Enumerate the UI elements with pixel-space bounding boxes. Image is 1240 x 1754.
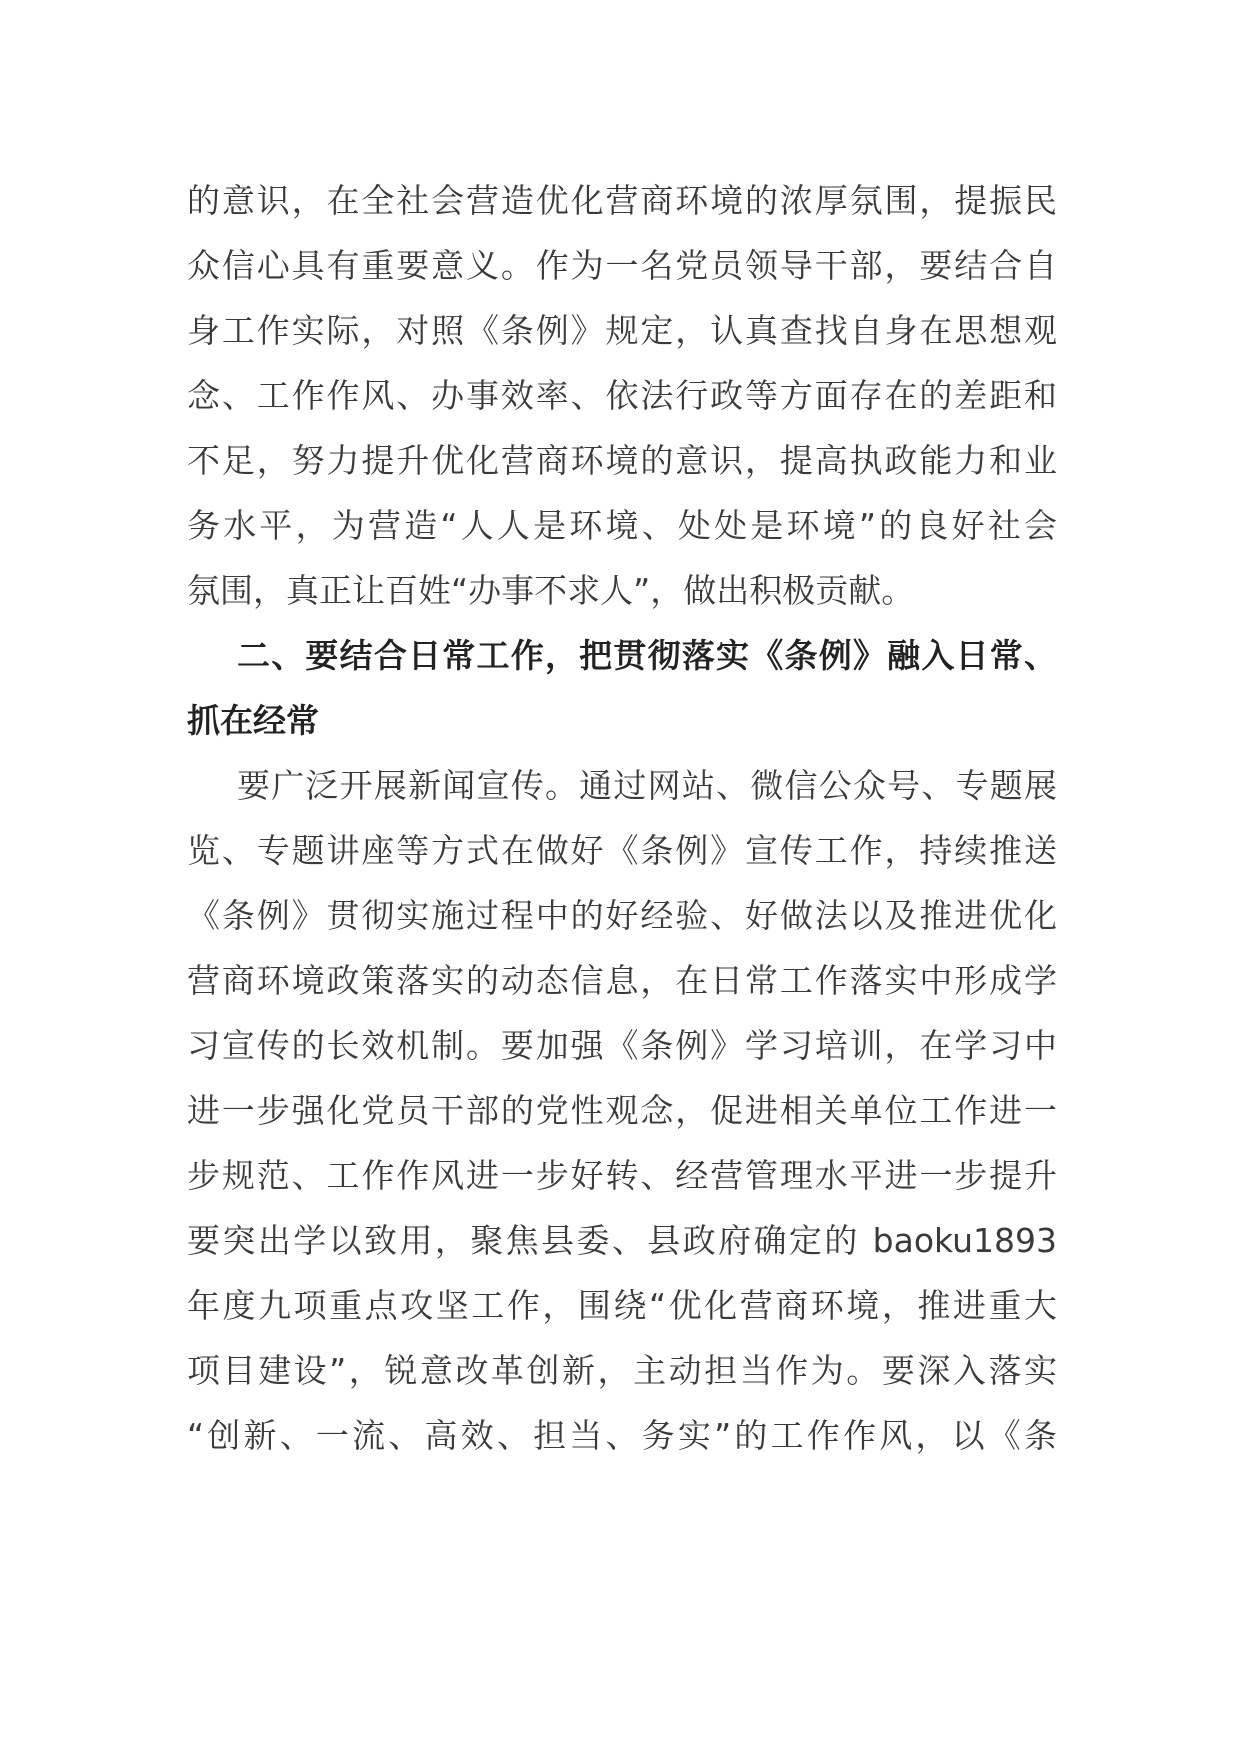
- text-line: 不足，努力提升优化营商环境的意识，提高执政能力和业: [187, 441, 1057, 480]
- text-line: 进一步强化党员干部的党性观念，促进相关单位工作进一: [187, 1091, 1057, 1130]
- text-line: 要广泛开展新闻宣传。通过网站、微信公众号、专题展: [237, 766, 1057, 805]
- text-line: 习宣传的长效机制。要加强《条例》学习培训，在学习中: [187, 1026, 1057, 1065]
- text-line: 身工作实际，对照《条例》规定，认真查找自身在思想观: [187, 311, 1057, 350]
- text-line: 项目建设”，锐意改革创新，主动担当作为。要深入落实: [187, 1351, 1057, 1390]
- text-line: 要突出学以致用，聚焦县委、县政府确定的 baoku1893: [187, 1221, 1057, 1260]
- text-line: 务水平，为营造“人人是环境、处处是环境”的良好社会: [187, 506, 1057, 545]
- heading-line: 抓在经常: [187, 701, 319, 740]
- text-line: 步规范、工作作风进一步好转、经营管理水平进一步提升: [187, 1156, 1057, 1195]
- text-line: 年度九项重点攻坚工作，围绕“优化营商环境，推进重大: [187, 1286, 1057, 1325]
- text-line: 氛围，真正让百姓“办事不求人”，做出积极贡献。: [187, 571, 915, 610]
- section-heading-2: [187, 623, 1057, 753]
- text-line: 《条例》贯彻实施过程中的好经验、好做法以及推进优化: [187, 896, 1057, 935]
- text-line: 念、工作作风、办事效率、依法行政等方面存在的差距和: [187, 376, 1057, 415]
- text-line: 众信心具有重要意义。作为一名党员领导干部，要结合自: [187, 246, 1057, 285]
- heading-line: 二、要结合日常工作，把贯彻落实《条例》融入日常、: [237, 636, 1057, 675]
- paragraph-2: [187, 753, 1057, 1468]
- text-line: 览、专题讲座等方式在做好《条例》宣传工作，持续推送: [187, 831, 1057, 870]
- text-line: 营商环境政策落实的动态信息，在日常工作落实中形成学: [187, 961, 1057, 1000]
- paragraph-1: [187, 168, 1057, 623]
- text-line: 的意识，在全社会营造优化营商环境的浓厚氛围，提振民: [187, 181, 1057, 220]
- document-body: [187, 168, 1057, 1468]
- text-line: “创新、一流、高效、担当、务实”的工作作风，以《条: [187, 1416, 1057, 1455]
